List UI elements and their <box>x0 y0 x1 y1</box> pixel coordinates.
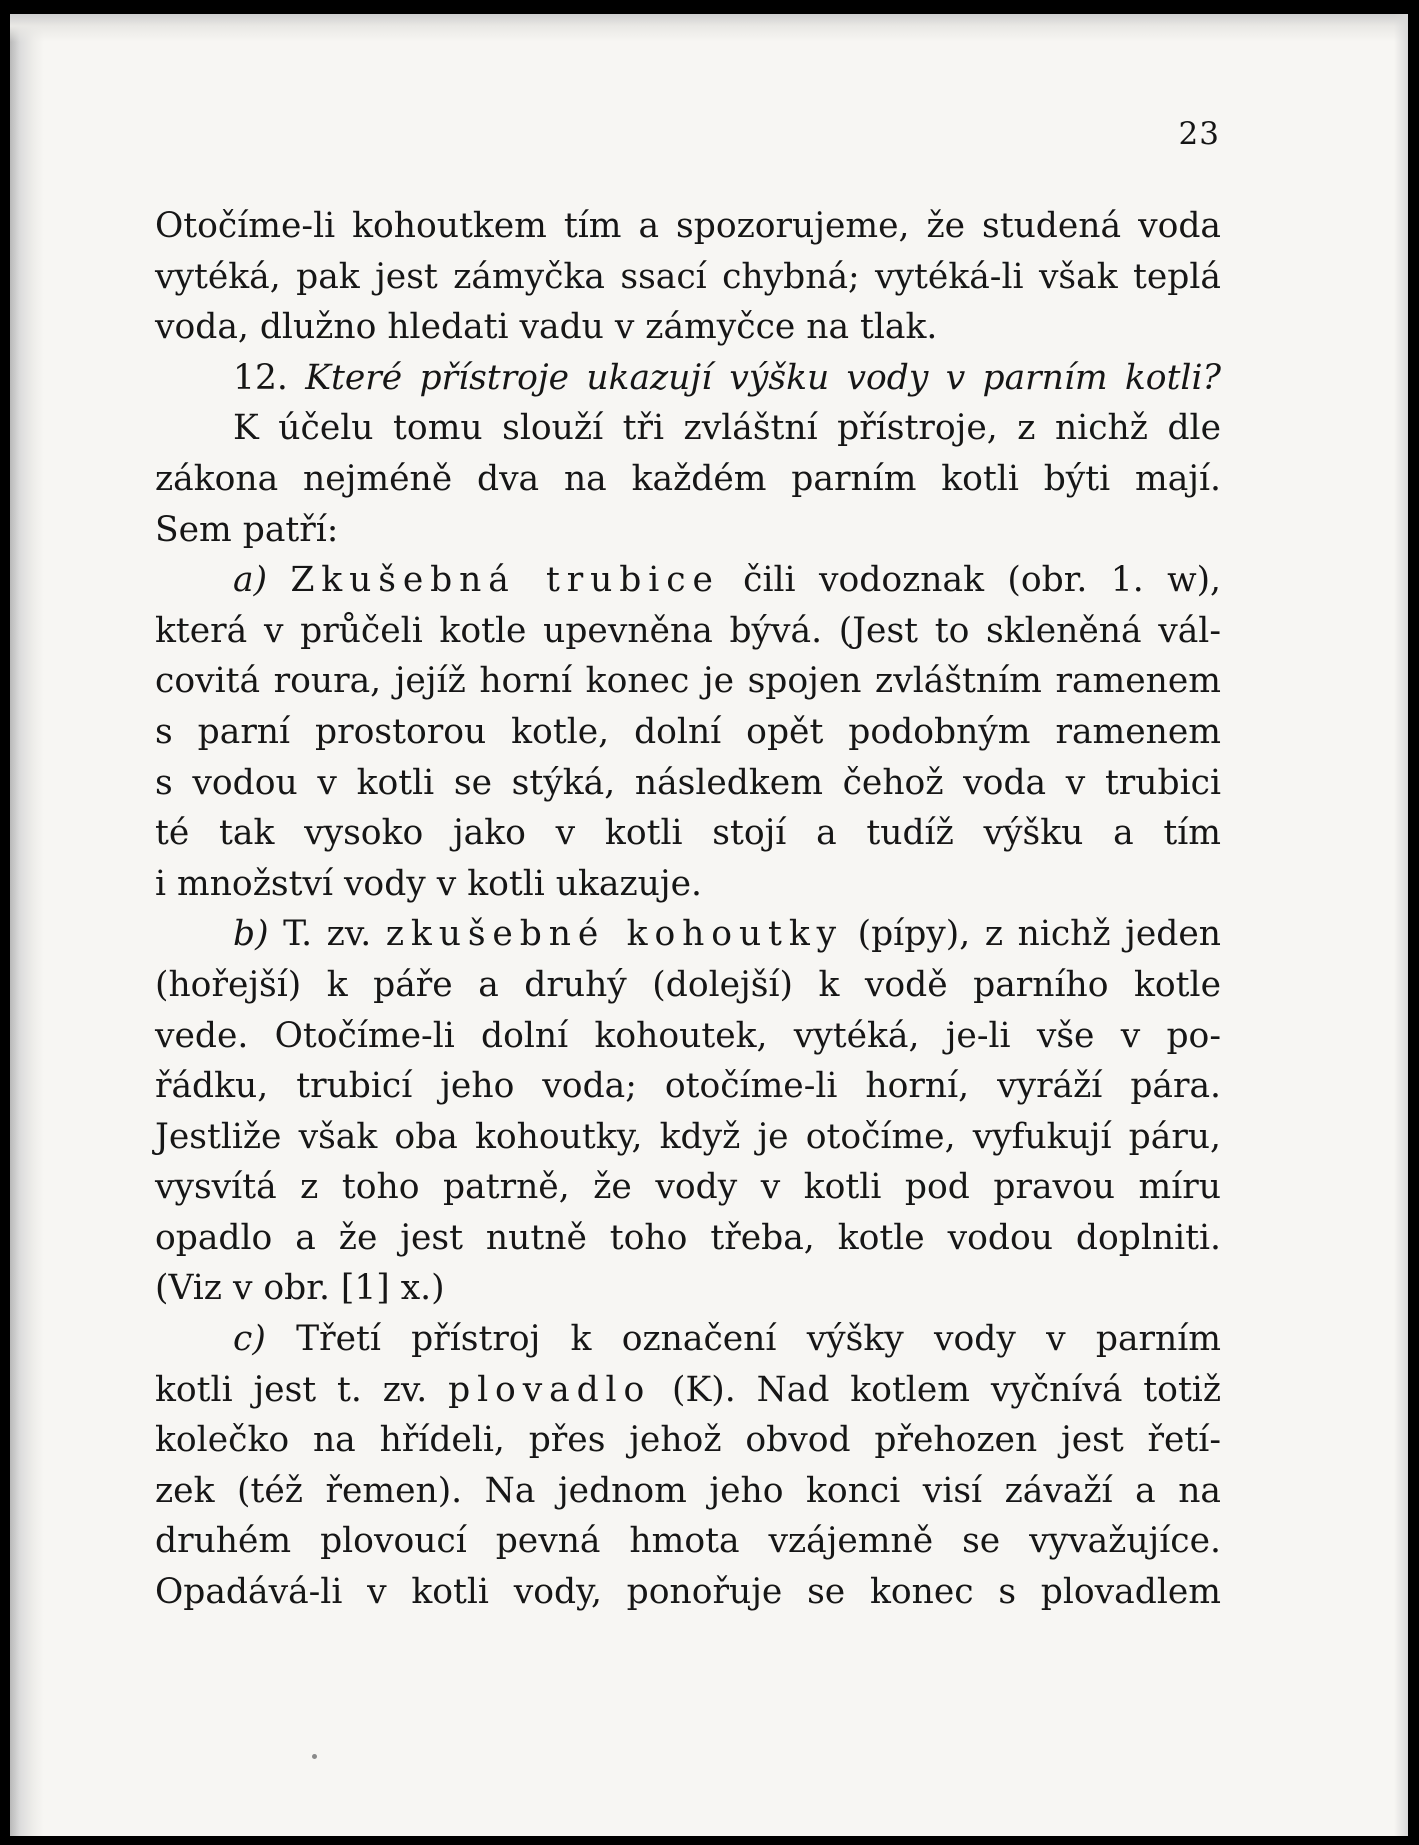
book-page <box>10 14 1408 1836</box>
text-line: i množství vody v kotli ukazuje. <box>155 863 702 904</box>
text-line: opadlo a že jest nutně toho třeba, kotle vodou doplniti. <box>155 1217 1221 1258</box>
item-marker: a) <box>233 560 268 601</box>
text-span: kotli jest t. zv. <box>155 1369 428 1410</box>
text-line: (Viz v obr. [1] x.) <box>155 1268 445 1309</box>
text-line: voda, dlužno hledati vadu v zámyčce na tlak. <box>155 307 938 348</box>
text-line: řádku, trubicí jeho voda; otočíme-li horní, vyráží pára. <box>155 1066 1221 1107</box>
question-number: 12. <box>233 357 288 398</box>
question-heading <box>155 353 1221 404</box>
text-line: která v průčeli kotle upevněna bývá. (Jest to skleněná vál- <box>155 610 1221 651</box>
text-line: zákona nejméně dva na každém parním kotli býti mají. <box>155 458 1221 499</box>
text-line: covitá roura, jejíž horní konec je spojen zvláštním ramenem <box>155 661 1221 702</box>
spaced-term: plovadlo <box>448 1369 652 1410</box>
text-line: Opadává-li v kotli vody, ponořuje se konec s plovadlem <box>155 1572 1221 1613</box>
text-span: T. zv. <box>283 914 372 955</box>
spaced-term: zkušebné kohoutky <box>385 914 844 955</box>
text-line: s vodou v kotli se stýká, následkem čehož voda v trubici <box>155 762 1221 803</box>
text-line: K účelu tomu slouží tři zvláštní přístroje, z nichž dle <box>233 408 1221 449</box>
item-c-line <box>155 1314 1221 1365</box>
text-line: druhém plovoucí pevná hmota vzájemně se vyvažujíce. <box>155 1521 1221 1562</box>
text-line: Jestliže však oba kohoutky, když je otočíme, vyfukují páru, <box>155 1116 1221 1157</box>
page-number: 23 <box>1178 116 1220 152</box>
body-text <box>155 201 1221 1618</box>
text-line: kolečko na hřídeli, přes jehož obvod přehozen jest řetí- <box>155 1420 1221 1461</box>
item-a-line <box>155 555 1221 606</box>
text-line: Sem patří: <box>155 509 339 550</box>
text-line: vede. Otočíme-li dolní kohoutek, vytéká, je-li vše v po- <box>155 1015 1221 1056</box>
term-line <box>155 1365 1221 1416</box>
item-b-line <box>155 909 1221 960</box>
text-line: vytéká, pak jest zámyčka ssací chybná; vytéká-li však teplá <box>155 256 1221 297</box>
text-line: (hořejší) k páře a druhý (dolejší) k vodě parního kotle <box>155 964 1221 1005</box>
text-line: vysvítá z toho patrně, že vody v kotli pod pravou míru <box>155 1167 1221 1208</box>
item-marker: b) <box>233 914 269 955</box>
question-text: Které přístroje ukazují výšku vody v parním kotli? <box>305 357 1222 398</box>
text-span: (pípy), z nichž jeden <box>857 914 1222 955</box>
text-line: Otočíme-li kohoutkem tím a spozorujeme, že studená voda <box>155 206 1221 246</box>
text-span: Třetí přístroj k označení výšky vody v parním <box>296 1319 1221 1360</box>
text-line: té tak vysoko jako v kotli stojí a tudíž výšku a tím <box>155 813 1221 854</box>
text-line: s parní prostorou kotle, dolní opět podobným ramenem <box>155 711 1221 752</box>
paper-speck <box>312 1754 317 1759</box>
text-line: zek (též řemen). Na jednom jeho konci visí závaží a na <box>155 1470 1221 1511</box>
text-span: čili vodoznak (obr. 1. w), <box>743 560 1222 601</box>
item-marker: c) <box>233 1319 266 1360</box>
spaced-term: Zkušebná trubice <box>290 560 720 601</box>
page-right-edge <box>1394 14 1408 1836</box>
page-gutter-shadow <box>10 14 44 1836</box>
text-span: (K). Nad kotlem vyčnívá totiž <box>672 1369 1222 1410</box>
page-top-shadow <box>10 14 1408 42</box>
